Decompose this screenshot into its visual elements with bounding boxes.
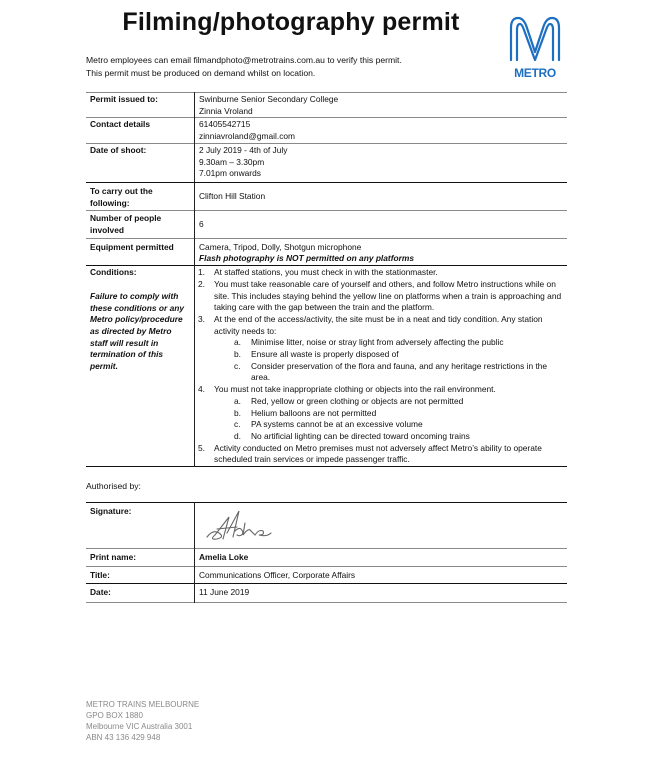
condition-number: 4.	[198, 384, 205, 395]
value-conditions	[195, 266, 568, 467]
condition-subitem-text: PA systems cannot be at an excessive volume	[251, 419, 423, 430]
label-contact-details: Contact details	[86, 118, 195, 143]
issued-to-organisation: Swinburne Senior Secondary College	[199, 94, 339, 104]
permit-details-table	[86, 92, 567, 467]
footer-address	[86, 699, 199, 743]
condition-item	[195, 314, 563, 384]
label-signature: Signature:	[86, 503, 195, 549]
condition-subitem-letter: a.	[234, 395, 241, 406]
shoot-dates: 2 July 2019 - 4th of July	[199, 144, 288, 155]
condition-subitem	[214, 361, 563, 384]
row-carry-out	[86, 182, 567, 210]
condition-subitem	[214, 396, 563, 408]
row-signature	[86, 503, 567, 549]
condition-item	[195, 384, 563, 443]
condition-subitem-letter: b.	[234, 407, 241, 418]
row-print-name	[86, 549, 567, 567]
label-date: Date:	[86, 584, 195, 603]
condition-item	[195, 267, 563, 279]
document-title: Filming/photography permit	[122, 8, 460, 36]
condition-sublist	[214, 337, 563, 384]
footer-abn: ABN 43 136 429 948	[86, 733, 161, 742]
shoot-day-hours: 9.30am – 3.30pm	[199, 156, 265, 167]
label-equipment: Equipment permitted	[86, 238, 195, 265]
row-conditions	[86, 266, 567, 467]
condition-subitem-letter: d.	[234, 430, 241, 441]
footer-po-box: GPO BOX 1880	[86, 711, 143, 720]
issued-to-name: Zinnia Vroland	[199, 105, 253, 116]
signature-cell	[195, 503, 568, 549]
value-equipment	[195, 238, 568, 265]
condition-text: You must take reasonable care of yourself and others, and follow Metro instructions while on site. This includes staying behind the yellow line on platforms when a train is approaching and taking care with the gap between the train and the platform.	[214, 278, 562, 313]
label-conditions	[86, 266, 195, 467]
row-equipment	[86, 238, 567, 265]
metro-logo-text: METRO	[514, 66, 556, 80]
condition-number: 1.	[198, 267, 205, 278]
row-contact-details	[86, 118, 567, 143]
label-permit-issued-to: Permit issued to:	[86, 93, 195, 118]
conditions-failure-warning: Failure to comply with these conditions or any Metro policy/procedure as directed by Metro staff will result in termination of this permit.	[90, 290, 185, 372]
intro-line-verify: Metro employees can email filmandphoto@metrotrains.com.au to verify this permit.	[86, 55, 402, 65]
label-date-of-shoot: Date of shoot:	[86, 143, 195, 182]
shoot-evening-hours: 7.01pm onwards	[199, 168, 261, 179]
condition-subitem-text: Helium balloons are not permitted	[251, 407, 377, 418]
value-date: 11 June 2019	[199, 587, 250, 598]
value-contact-details	[195, 118, 568, 143]
condition-text: Activity conducted on Metro premises must not adversely affect Metro’s ability to operate scheduled train services or impede passenger traffic.	[214, 442, 542, 465]
label-carry-out: To carry out the following:	[86, 182, 195, 210]
condition-item	[195, 279, 563, 314]
value-date-of-shoot	[195, 143, 568, 182]
value-permit-issued-to	[195, 93, 568, 118]
equipment-list: Camera, Tripod, Dolly, Shotgun microphone	[199, 241, 362, 252]
contact-email: zinniavroland@gmail.com	[199, 131, 296, 142]
authorisation-table	[86, 502, 567, 603]
row-title	[86, 566, 567, 584]
row-date	[86, 584, 567, 603]
flash-warning: Flash photography is NOT permitted on any platforms	[199, 253, 414, 264]
value-print-name: Amelia Loke	[199, 552, 249, 562]
condition-subitem	[214, 431, 563, 443]
value-carry-out: Clifton Hill Station	[199, 191, 266, 202]
metro-m-icon	[505, 14, 565, 64]
authorised-by-heading: Authorised by:	[86, 481, 141, 491]
condition-subitem-letter: c.	[234, 360, 241, 371]
row-permit-issued-to	[86, 93, 567, 118]
condition-subitem	[214, 337, 563, 349]
condition-number: 2.	[198, 278, 205, 289]
row-date-of-shoot	[86, 143, 567, 182]
label-number-of-people: Number of people involved	[86, 211, 195, 238]
condition-sublist	[214, 396, 563, 443]
condition-subitem-text: Minimise litter, noise or stray light from adversely affecting the public	[251, 337, 504, 348]
metro-logo	[505, 14, 571, 84]
condition-number: 3.	[198, 313, 205, 324]
conditions-heading: Conditions:	[90, 267, 137, 278]
label-title: Title:	[86, 566, 195, 584]
value-title: Communications Officer, Corporate Affairs	[199, 569, 356, 580]
condition-subitem-letter: b.	[234, 349, 241, 360]
handwritten-signature	[203, 507, 273, 543]
condition-subitem	[214, 408, 563, 420]
condition-text: At staffed stations, you must check in with the stationmaster.	[214, 267, 438, 278]
value-number-of-people: 6	[199, 219, 204, 230]
condition-item	[195, 443, 563, 466]
conditions-list	[195, 267, 563, 466]
intro-line-produce: This permit must be produced on demand whilst on location.	[86, 67, 316, 78]
contact-phone: 61405542715	[199, 119, 251, 130]
condition-text: At the end of the access/activity, the site must be in a neat and tidy condition. Any station activity needs to:	[214, 313, 543, 336]
row-number-of-people	[86, 211, 567, 238]
condition-subitem-text: Ensure all waste is properly disposed of	[251, 349, 399, 360]
condition-subitem-text: No artificial lighting can be directed toward oncoming trains	[251, 430, 470, 441]
condition-number: 5.	[198, 442, 205, 453]
condition-text: You must not take inappropriate clothing or objects into the rail environment.	[214, 384, 496, 395]
intro-text	[86, 54, 402, 79]
condition-subitem-text: Red, yellow or green clothing or objects are not permitted	[251, 395, 464, 406]
footer-company: METRO TRAINS MELBOURNE	[86, 700, 200, 709]
condition-subitem	[214, 349, 563, 361]
footer-city: Melbourne VIC Australia 3001	[86, 722, 193, 731]
condition-subitem-letter: c.	[234, 419, 241, 430]
condition-subitem-letter: a.	[234, 337, 241, 348]
label-print-name: Print name:	[86, 549, 195, 567]
condition-subitem-text: Consider preservation of the flora and fauna, and any heritage restrictions in the area.	[251, 360, 548, 383]
condition-subitem	[214, 419, 563, 431]
